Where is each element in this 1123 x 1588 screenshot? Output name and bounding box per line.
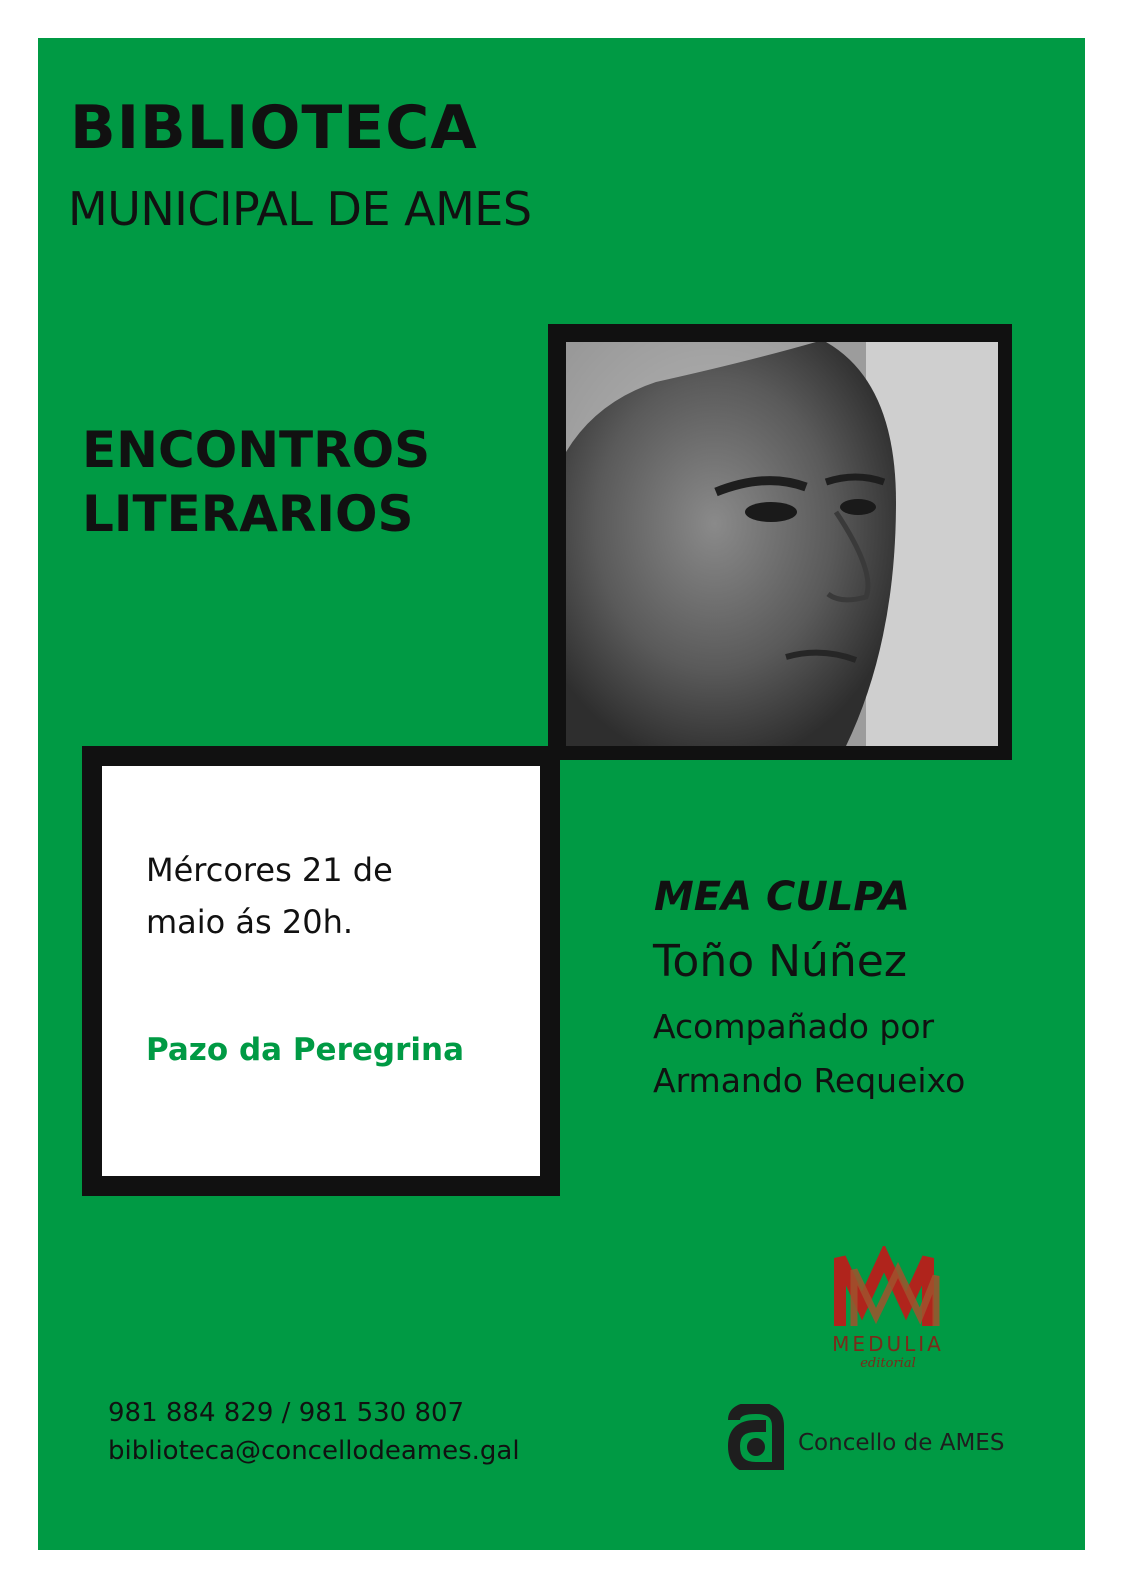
event-date-line1: Mércores 21 de bbox=[146, 851, 393, 889]
author-name: Toño Núñez bbox=[653, 936, 907, 987]
author-photo bbox=[566, 342, 998, 746]
event-series-line1: ENCONTROS bbox=[82, 421, 431, 479]
concello-ames-logo-icon bbox=[726, 1404, 786, 1470]
event-series-line2: LITERARIOS bbox=[82, 485, 414, 543]
event-date-line2: maio ás 20h. bbox=[146, 903, 354, 941]
medulia-name: MEDULIA bbox=[832, 1332, 944, 1356]
author-photo-frame bbox=[548, 324, 1012, 760]
library-subtitle: MUNICIPAL DE AMES bbox=[68, 182, 532, 236]
event-date bbox=[146, 844, 506, 948]
accompanied-line1: Acompañado por bbox=[653, 1007, 935, 1046]
medulia-sub: editorial bbox=[860, 1356, 916, 1371]
event-place: Pazo da Peregrina bbox=[146, 1032, 464, 1068]
author-portrait-illustration bbox=[566, 342, 998, 746]
library-title: BIBLIOTECA bbox=[70, 93, 478, 163]
accompanied-by bbox=[653, 1000, 1053, 1108]
book-title: MEA CULPA bbox=[654, 874, 910, 920]
poster bbox=[38, 38, 1085, 1550]
event-info-frame bbox=[82, 746, 560, 1196]
event-series-title bbox=[82, 418, 430, 546]
accompanied-line2: Armando Requeixo bbox=[653, 1061, 966, 1100]
contact-phones: 981 884 829 / 981 530 807 bbox=[108, 1398, 465, 1428]
contact-email: biblioteca@concellodeames.gal bbox=[108, 1436, 520, 1466]
event-info-box bbox=[102, 766, 540, 1176]
concello-name: Concello de AMES bbox=[798, 1430, 1005, 1456]
medulia-logo-icon bbox=[818, 1246, 958, 1330]
medulia-logo bbox=[818, 1246, 958, 1376]
